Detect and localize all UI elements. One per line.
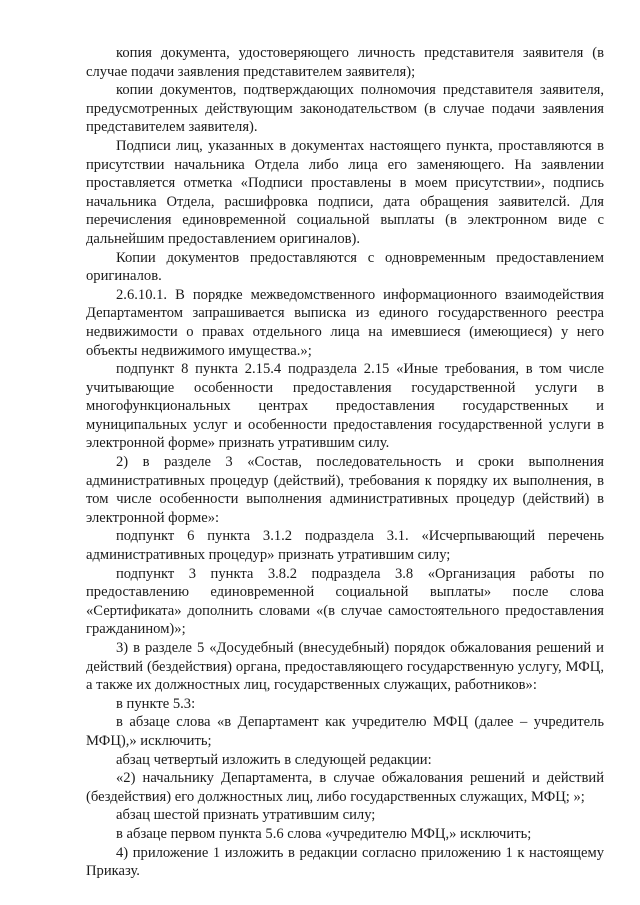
paragraph-17: 4) приложение 1 изложить в редакции согласно приложению 1 к настоящему Приказу. bbox=[86, 844, 604, 880]
document-page bbox=[86, 44, 604, 881]
paragraph-10: 3) в разделе 5 «Досудебный (внесудебный) порядок обжалования решений и действий (бездействия) органа, предоставляющего государственную услугу, МФЦ, а также их должностных лиц, государственных служащих, работников»: bbox=[86, 640, 604, 694]
paragraph-12: в абзаце слова «в Департамент как учредителю МФЦ (далее – учредитель МФЦ),» исключить; bbox=[86, 714, 604, 749]
paragraph-8: подпункт 6 пункта 3.1.2 подраздела 3.1. «Исчерпывающий перечень административных процедур» признать утратившим силу; bbox=[86, 528, 604, 564]
paragraph-13: абзац четвертый изложить в следующей редакции: bbox=[116, 751, 432, 768]
paragraph-9: подпункт 3 пункта 3.8.2 подраздела 3.8 «Организация работы по предоставлению единовременной социальной выплаты» после слова «Сертификата» дополнить словами «(в случае самостоятельного предоставления гражданином)»; bbox=[86, 565, 604, 638]
paragraph-5: 2.6.10.1. В порядке межведомственного информационного взаимодействия Департаментом запрашивается выписка из единого государственного реестра недвижимости о правах отдельного лица на имевшиеся (имеющиеся) у него объекты недвижимого имущества.»; bbox=[86, 286, 604, 359]
paragraph-15: абзац шестой признать утратившим силу; bbox=[116, 807, 376, 824]
paragraph-3: Подписи лиц, указанных в документах настоящего пункта, проставляются в присутствии начальника Отдела либо лица его заменяющего. На заявлении проставляется отметка «Подписи проставлены в моем присутствии», подпись начальника Отдела, расшифровка подписи, дата обращения заявителсй. Для перечисления единовременной социальной выплаты (в электронном виде с дальнейшим предоставлением оригиналов). bbox=[86, 137, 604, 247]
paragraph-16: в абзаце первом пункта 5.6 слова «учредителю МФЦ,» исключить; bbox=[116, 825, 532, 842]
paragraph-7: 2) в разделе 3 «Состав, последовательность и сроки выполнения административных процедур (действий), требования к порядку их выполнения, в том числе особенности выполнения административных процедур (действий) в электронной форме»: bbox=[86, 454, 604, 526]
paragraph-6: подпункт 8 пункта 2.15.4 подраздела 2.15 «Иные требования, в том числе учитывающие особенности предоставления государственной услуги в многофункциональных центрах предоставления государственных и муниципальных услуг и особенности предоставления государственной услуги в электронной форме» признать утратившим силу. bbox=[86, 361, 604, 452]
paragraph-14: «2) начальнику Департамента, в случае обжалования решений и действий (бездействия) его должностных лиц, либо государственных служащих, МФЦ; »; bbox=[86, 770, 604, 805]
paragraph-4: Копии документов предоставляются с одновременным предоставлением оригиналов. bbox=[86, 249, 604, 285]
paragraph-11: в пункте 5.3: bbox=[116, 695, 196, 712]
paragraph-2: копии документов, подтверждающих полномочия представителя заявителя, предусмотренных действующим законодательством (в случае подачи заявления представителем заявителя). bbox=[86, 82, 604, 136]
paragraph-1: копия документа, удостоверяющего личность представителя заявителя (в случае подачи заявления представителем заявителя); bbox=[86, 45, 604, 80]
